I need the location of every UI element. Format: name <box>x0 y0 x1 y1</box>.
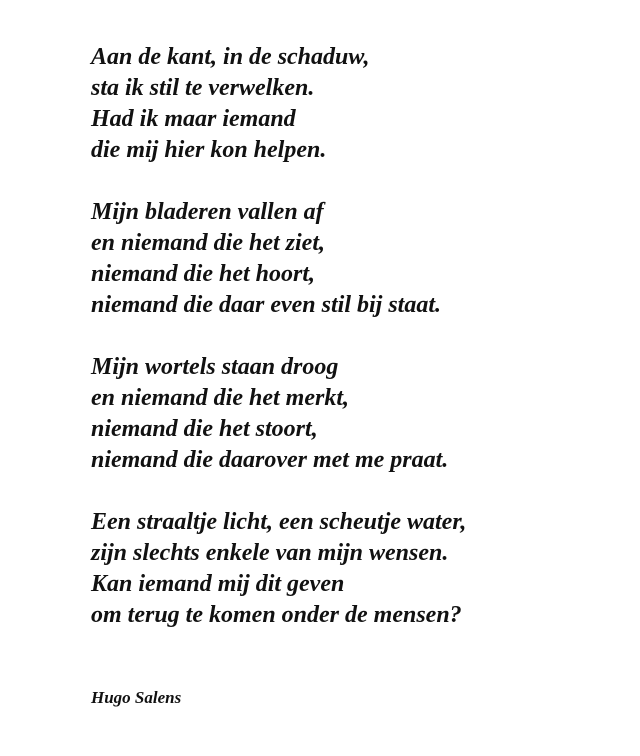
poem-body <box>91 42 611 662</box>
poem-line: om terug te komen onder de mensen? <box>91 602 462 628</box>
poem-line: sta ik stil te verwelken. <box>91 75 315 101</box>
poem-line: en niemand die het ziet, <box>91 230 325 256</box>
poem-line: niemand die daarover met me praat. <box>91 447 449 473</box>
stanza-4 <box>91 507 611 631</box>
poem-line: niemand die daar even stil bij staat. <box>91 292 442 318</box>
poem-line: Had ik maar iemand <box>91 106 296 132</box>
poem-line: Kan iemand mij dit geven <box>91 571 345 597</box>
poem-line: niemand die het hoort, <box>91 261 316 287</box>
author-name: Hugo Salens <box>91 688 182 707</box>
poem-line: en niemand die het merkt, <box>91 385 349 411</box>
poem-line: niemand die het stoort, <box>91 416 318 442</box>
stanza-1 <box>91 42 611 166</box>
poem-line: zijn slechts enkele van mijn wensen. <box>91 540 449 566</box>
poem-line: Mijn bladeren vallen af <box>91 199 324 225</box>
poem-line: Een straaltje licht, een scheutje water, <box>91 509 467 535</box>
stanza-3 <box>91 352 611 476</box>
poem-line: Mijn wortels staan droog <box>91 354 339 380</box>
poem-line: Aan de kant, in de schaduw, <box>91 44 370 70</box>
poem-line: die mij hier kon helpen. <box>91 137 327 163</box>
stanza-2 <box>91 197 611 321</box>
